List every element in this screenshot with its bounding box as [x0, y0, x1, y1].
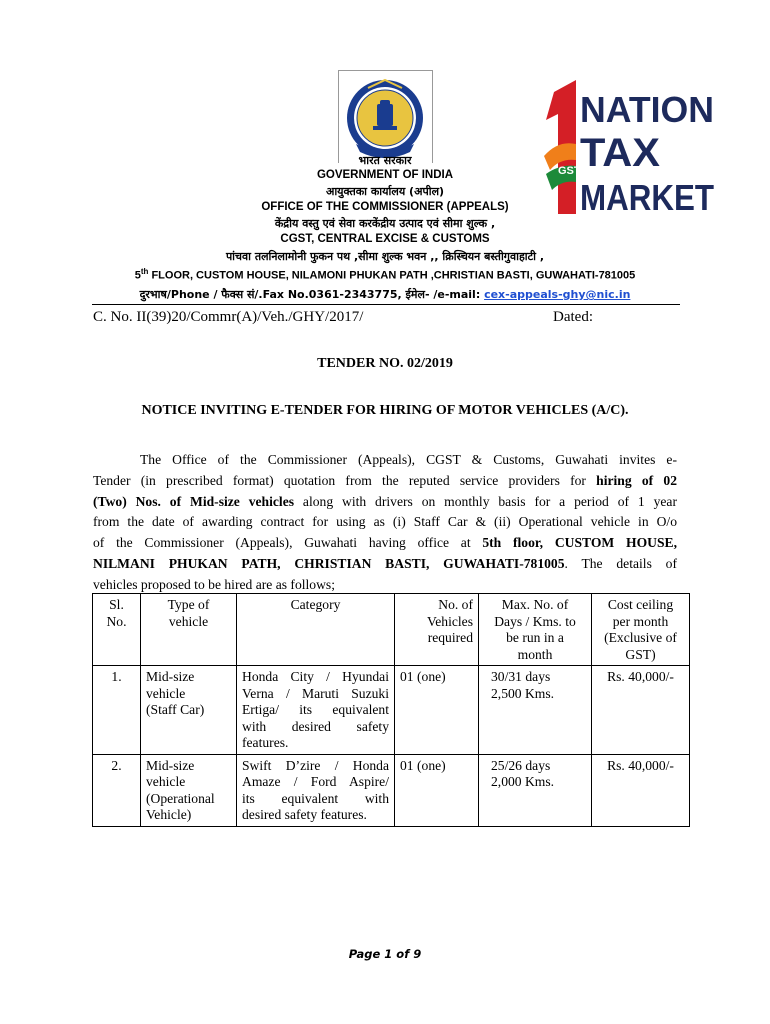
body-line: from the date of awarding contract for using as (i) Staff Car & (ii) Operational vehicle in O/o: [93, 514, 677, 530]
row-sl: 1.: [93, 666, 141, 755]
row-type: Mid-size vehicle (Staff Car): [141, 666, 237, 755]
row-category: Swift D’zire / Honda Amaze / Ford Aspire/ its equivalent with desired safety features.: [237, 754, 395, 826]
header-cost-ceiling: Cost ceiling per month (Exclusive of GST): [592, 594, 690, 666]
row-no: 01 (one): [395, 754, 479, 826]
logo-line2: TAX: [580, 131, 661, 175]
logo-badge: GST: [558, 165, 581, 177]
row-sl: 2.: [93, 754, 141, 826]
header-max-days: Max. No. of Days / Kms. to be run in a month: [479, 594, 592, 666]
row-cost: Rs. 40,000/-: [592, 666, 690, 755]
body-line: of the Commissioner (Appeals), Guwahati having office at 5th floor, CUSTOM HOUSE,: [93, 535, 677, 551]
header-divider: [92, 304, 680, 305]
address-sup: th: [140, 267, 149, 276]
header-hindi-address: पांचवा तलनिलामोनी फुकन पथ ,सीमा शुल्क भवन ,, क्रिस्चियन बस्तीगुवाहाटी ,: [225, 250, 545, 263]
header-hindi-office: आयुक्तका कार्यालय (अपील): [325, 185, 445, 198]
header-contact: [0, 287, 770, 302]
row-no: 01 (one): [395, 666, 479, 755]
table-header-row: [93, 594, 690, 666]
logo-line3: MARKET: [580, 177, 715, 218]
vehicle-table: [92, 593, 690, 827]
dated-label: Dated:: [553, 309, 593, 325]
row-max: 25/26 days 2,000 Kms.: [479, 754, 592, 826]
cbic-emblem-icon: [338, 70, 432, 164]
header-dept: CGST, CENTRAL EXCISE & CUSTOMS: [280, 233, 490, 245]
body-line: The Office of the Commissioner (Appeals), CGST & Customs, Guwahati invites e-: [140, 452, 677, 467]
body-line: (Two) Nos. of Mid-size vehicles along with drivers on monthly basis for a period of 1 year: [93, 493, 677, 509]
header-sl: Sl. No.: [93, 594, 141, 666]
body-line: vehicles proposed to be hired are as follows;: [93, 576, 335, 592]
body-line: Tender (in prescribed format) quotation from the reputed service providers for hiring of 02: [93, 472, 677, 488]
reference-number: C. No. II(39)20/Commr(A)/Veh./GHY/2017/: [93, 309, 364, 325]
header-type: Type of vehicle: [141, 594, 237, 666]
address-floor: 5: [134, 269, 141, 282]
logo-line1: NATION: [580, 89, 714, 130]
header-hindi-dept: केंद्रीय वस्तु एवं सेवा करकेंद्रीय उत्पाद एवं सीमा शुल्क ,: [274, 217, 496, 230]
header-no-vehicles: No. of Vehicles required: [395, 594, 479, 666]
page-footer: Page 1 of 9: [348, 947, 422, 961]
table-row: [93, 666, 690, 755]
body-paragraph: [93, 450, 677, 596]
body-line: NILMANI PHUKAN PATH, CHRISTIAN BASTI, GUWAHATI-781005. The details of: [93, 555, 677, 571]
row-category: Honda City / Hyundai Verna / Maruti Suzuki Ertiga/ its equivalent with desired safety features.: [237, 666, 395, 755]
contact-prefix: दुरभाष/Phone / फैक्स सं/.Fax No.0361-2343775, ईमेल- /e-mail:: [139, 288, 485, 301]
header-hindi-gov: भारत सरकार: [358, 154, 412, 167]
header-category: Category: [237, 594, 395, 666]
header-address: [0, 267, 770, 282]
address-rest: FLOOR, CUSTOM HOUSE, NILAMONI PHUKAN PATH ,CHRISTIAN BASTI, GUWAHATI-781005: [148, 269, 636, 282]
table-row: [93, 754, 690, 826]
notice-title: NOTICE INVITING E-TENDER FOR HIRING OF MOTOR VEHICLES (A/C).: [141, 403, 629, 418]
row-max: 30/31 days 2,500 Kms.: [479, 666, 592, 755]
tender-number: TENDER NO. 02/2019: [317, 356, 453, 371]
header-office: OFFICE OF THE COMMISSIONER (APPEALS): [261, 201, 509, 213]
row-cost: Rs. 40,000/-: [592, 754, 690, 826]
email-link[interactable]: cex-appeals-ghy@nic.in: [484, 288, 631, 301]
header-gov: GOVERNMENT OF INDIA: [316, 169, 454, 181]
row-type: Mid-size vehicle (Operational Vehicle): [141, 754, 237, 826]
